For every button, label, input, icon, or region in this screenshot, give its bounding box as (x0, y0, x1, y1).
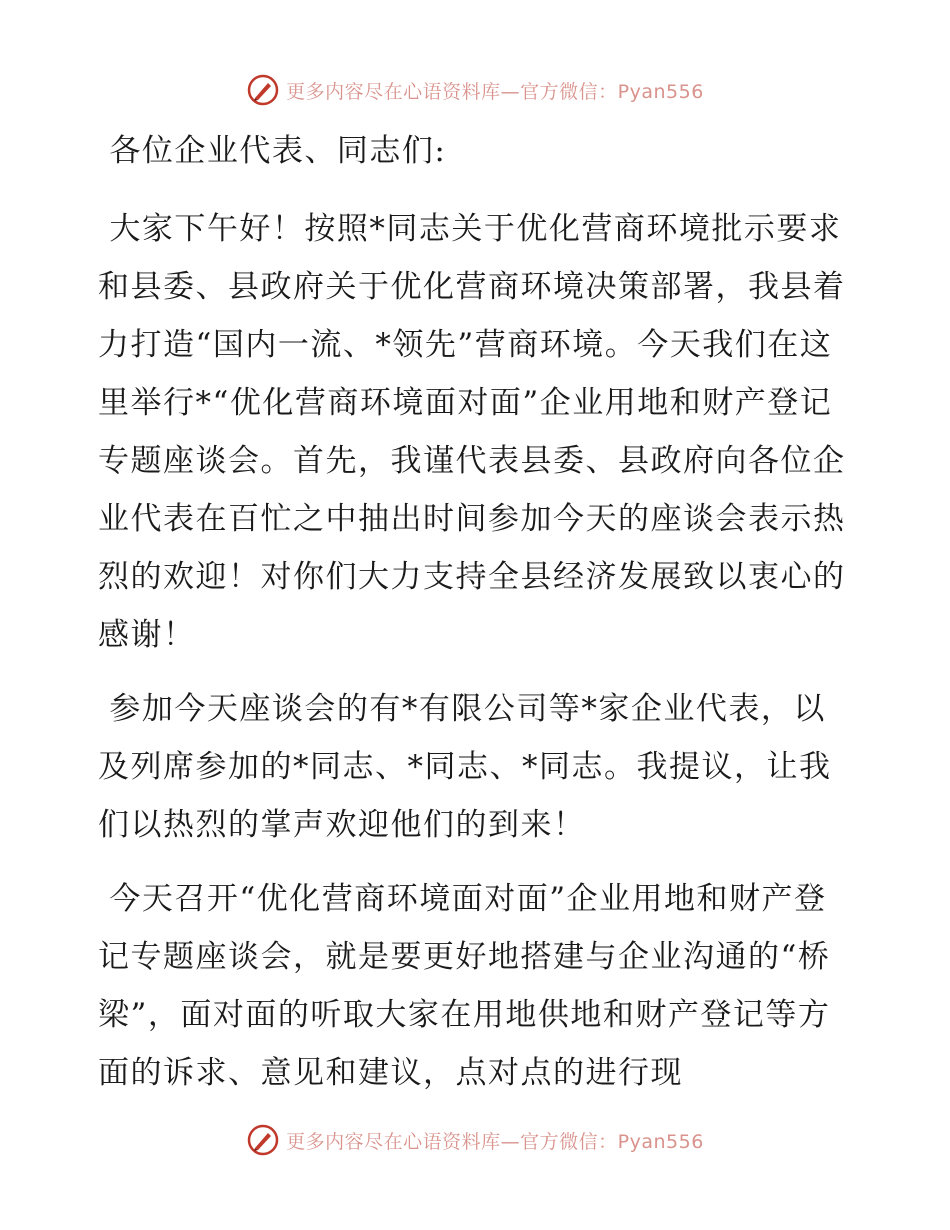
paragraph-attendees: 参加今天座谈会的有*有限公司等*家企业代表，以及列席参加的*同志、*同志、*同志。我提议，让我们以热烈的掌声欢迎他们的到来！ (98, 691, 832, 843)
pen-logo-icon (246, 1123, 280, 1157)
watermark-text: 更多内容尽在心语资料库—官方微信：Pyan556 (286, 1130, 704, 1153)
watermark-text: 更多内容尽在心语资料库—官方微信：Pyan556 (286, 80, 704, 103)
paragraph-purpose: 今天召开“优化营商环境面对面”企业用地和财产登记专题座谈会，就是要更好地搭建与企业沟通的“桥梁”，面对面的听取大家在用地供地和财产登记等方面的诉求、意见和建议，点对点的进行现 (98, 881, 831, 1091)
greeting-line: 各位企业代表、同志们: (98, 133, 447, 169)
header-watermark (0, 70, 950, 110)
footer-watermark (0, 1120, 950, 1160)
pen-logo-icon (246, 73, 280, 107)
document-body (98, 122, 858, 1118)
paragraph-welcome: 大家下午好！按照*同志关于优化营商环境批示要求和县委、县政府关于优化营商环境决策部署，我县着力打造“国内一流、*领先”营商环境。今天我们在这里举行*“优化营商环境面对面”企业用地和财产登记专题座谈会。首先，我谨代表县委、县政府向各位企业代表在百忙之中抽出时间参加今天的座谈会表示热烈的欢迎！对你们大力支持全县经济发展致以衷心的感谢！ (98, 211, 846, 653)
